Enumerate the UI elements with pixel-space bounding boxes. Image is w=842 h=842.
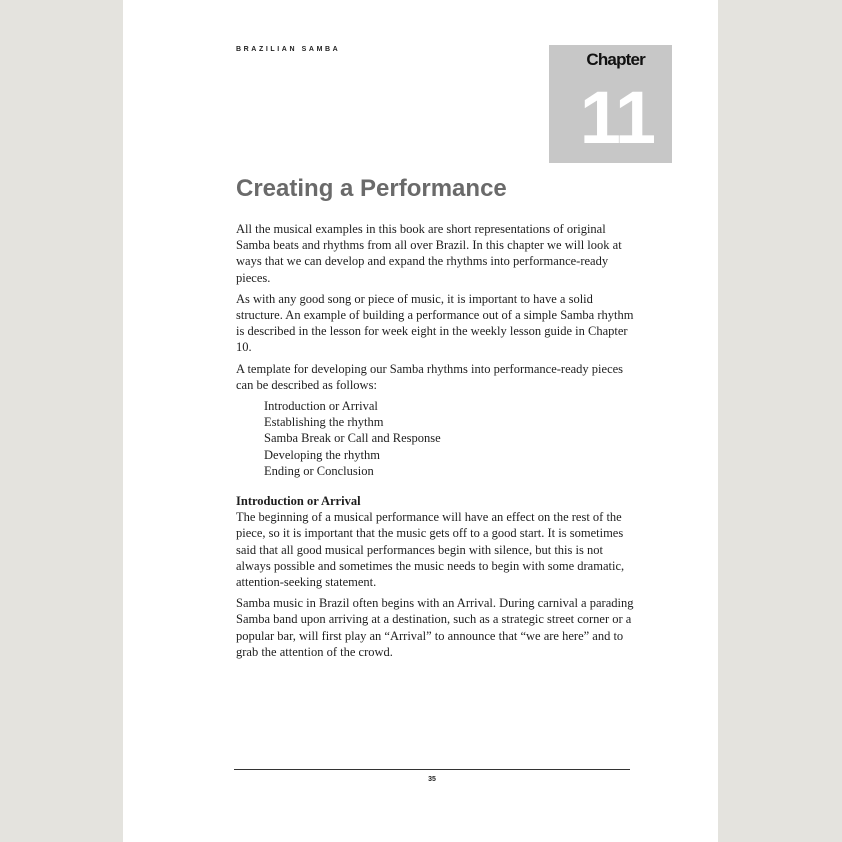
chapter-label: Chapter bbox=[586, 50, 645, 69]
chapter-number: 11 bbox=[579, 76, 654, 159]
document-page bbox=[123, 0, 718, 842]
page-number: 35 bbox=[428, 776, 436, 783]
paragraph: As with any good song or piece of music, it is important to have a solid structure. An example of building a performance out of a simple Samba rhythm is described in the lesson for week eight in the weekly lesson guide in Chapter 10. bbox=[236, 291, 634, 355]
list-item: Ending or Conclusion bbox=[264, 463, 374, 478]
paragraph: A template for developing our Samba rhythms into performance-ready pieces can be described as follows: bbox=[236, 361, 624, 392]
list-item: Introduction or Arrival bbox=[264, 399, 378, 414]
list-item: Samba Break or Call and Response bbox=[264, 431, 441, 446]
paragraph: Samba music in Brazil often begins with an Arrival. During carnival a parading Samba band upon arriving at a destination, such as a strategic street corner or a popular bar, will first play an “Arrival” to announce that “we are here” and to grab the attention of the crowd. bbox=[236, 596, 634, 659]
list-item: Developing the rhythm bbox=[264, 447, 380, 462]
chapter-box bbox=[549, 45, 672, 163]
body-text bbox=[236, 221, 636, 665]
template-list bbox=[264, 398, 636, 479]
running-head: BRAZILIAN SAMBA bbox=[236, 46, 341, 53]
page-title: Creating a Performance bbox=[236, 175, 507, 202]
paragraph: All the musical examples in this book are short representations of original Samba beats and rhythms from all over Brazil. In this chapter we will look at ways that we can develop and expand the rhythms into performance-ready pieces. bbox=[236, 222, 622, 285]
section-heading: Introduction or Arrival bbox=[236, 494, 361, 509]
footer-rule bbox=[234, 769, 630, 770]
paragraph: The beginning of a musical performance will have an effect on the rest of the piece, so it is important that the music gets off to a good start. It is sometimes said that all good musical performances begin with silence, but this is not always possible and sometimes the music needs to begin with some dramatic, attention-seeking statement. bbox=[236, 510, 625, 590]
list-item: Establishing the rhythm bbox=[264, 415, 384, 430]
